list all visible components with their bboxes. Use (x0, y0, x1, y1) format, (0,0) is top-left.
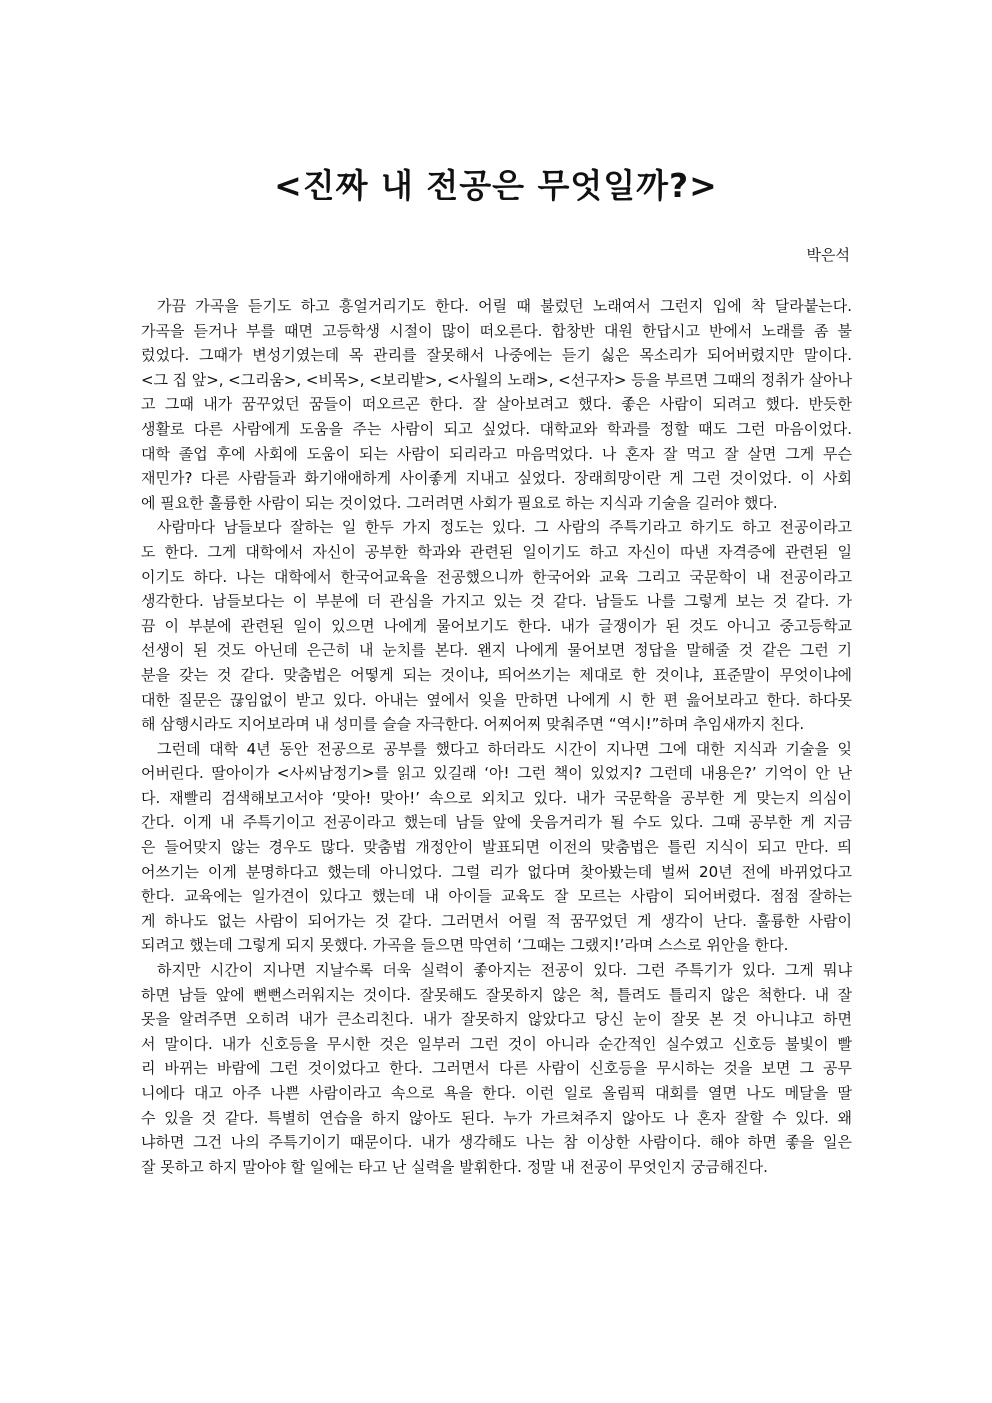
text-line: 한다. 교육에는 일가견이 있다고 했는데 내 아이들 교육도 잘 모르는 사람이 되어버렸다. 점점 잘하는 (141, 887, 852, 906)
author-name: 박은석 (806, 246, 850, 264)
text-line: 가곡을 듣거나 부를 때면 고등학생 시절이 많이 떠오른다. 합창반 대원 한답시고 반에서 노래를 좀 불 (141, 321, 852, 340)
text-line: 니에다 대고 아주 나쁜 사람이라고 속으로 욕을 한다. 이런 일로 올림픽 대회를 열면 나도 메달을 딸 (141, 1084, 852, 1102)
text-line: 사람마다 남들보다 잘하는 일 한두 가지 정도는 있다. 그 사람의 주특기라고 하기도 하고 전공이라고 (157, 518, 852, 537)
text-line: 냐하면 그건 나의 주특기이기 때문이다. 내가 생각해도 나는 참 이상한 사람이다. 해야 하면 좋을 일은 (141, 1133, 852, 1152)
text-line: 가끔 가곡을 듣기도 하고 흥얼거리기도 한다. 어릴 때 불렀던 노래여서 그런지 입에 착 달라붙는다. (157, 297, 852, 315)
text-line: 못을 알려주면 오히려 내가 큰소리친다. 내가 잘못하지 않았다고 당신 눈이 잘못 본 것 아니냐고 하면 (141, 1010, 852, 1029)
document-title: <진짜 내 전공은 무엇일까?> (274, 166, 718, 205)
text-line: 간다. 이게 내 주특기이고 전공이라고 했는데 남들 앞에 웃음거리가 될 수도 있다. 그때 공부한 게 지금 (141, 813, 852, 832)
text-line: 하면 남들 앞에 뻔뻔스러워지는 것이다. 잘못해도 잘못하지 않은 척, 틀려도 틀리지 않은 척한다. 내 잘 (141, 985, 852, 1004)
text-line: 이기도 하다. 나는 대학에서 한국어교육을 전공했으니까 한국어와 교육 그리고 국문학이 내 전공이라고 (141, 567, 852, 586)
paragraph (141, 294, 852, 515)
text-line: 하지만 시간이 지나면 지날수록 더욱 실력이 좋아지는 전공이 있다. 그런 주특기가 있다. 그게 뭐냐 (157, 961, 852, 980)
text-line: 고 그때 내가 꿈꾸었던 꿈들이 떠오르곤 한다. 잘 살아보려고 했다. 좋은 사람이 되려고 했다. 반듯한 (141, 395, 852, 414)
text-line: 수 있을 것 같다. 특별히 연습을 하지 않아도 된다. 누가 가르쳐주지 않아도 나 혼자 잘할 수 있다. 왜 (141, 1108, 852, 1127)
text-line: 생활로 다른 사람에게 도움을 주는 사람이 되고 싶었다. 대학교와 학과를 정할 때도 그런 마음이었다. (141, 419, 852, 438)
text-line: 되려고 했는데 그렇게 되지 못했다. 가곡을 들으면 막연히 ‘그때는 그랬지!’라며 스스로 위안을 한다. (141, 936, 789, 955)
essay-body (141, 294, 852, 1179)
paragraph (141, 958, 852, 1179)
text-line: <그 집 앞>, <그리움>, <비목>, <보리밭>, <사월의 노래>, <선구자> 등을 부르면 그때의 정취가 살아나 (141, 370, 852, 389)
text-line: 대학 졸업 후에 사회에 도움이 되는 사람이 되리라고 마음먹었다. 나 혼자 잘 먹고 잘 살면 그게 무슨 (141, 444, 852, 463)
text-line: 선생이 된 것도 아닌데 은근히 내 눈치를 본다. 왠지 나에게 물어보면 정답을 말해줄 것 같은 그런 기 (141, 641, 852, 660)
text-line: 렀었다. 그때가 변성기였는데 목 관리를 잘못해서 나중에는 듣기 싫은 목소리가 되어버렸지만 말이다. (141, 346, 852, 365)
text-line: 대한 질문은 끊임없이 받고 있다. 아내는 옆에서 잊을 만하면 나에게 시 한 편 읊어보라고 한다. 하다못 (141, 690, 852, 709)
text-line: 잘 못하고 하지 말아야 할 일에는 타고 난 실력을 발휘한다. 정말 내 전공이 무엇인지 궁금해진다. (141, 1157, 768, 1176)
text-line: 생각한다. 남들보다는 이 부분에 더 관심을 가지고 있는 것 같다. 남들도 나를 그렇게 보는 것 같다. 가 (141, 592, 852, 611)
text-line: 리 바뀌는 바람에 그런 것이었다고 한다. 그러면서 다른 사람이 신호등을 무시하는 것을 보면 그 공무 (141, 1059, 852, 1078)
text-line: 다. 재빨리 검색해보고서야 ‘맞아! 맞아!’ 속으로 외치고 있다. 내가 국문학을 공부한 게 맞는지 의심이 (141, 788, 852, 807)
text-line: 에 필요한 훌륭한 사람이 되는 것이었다. 그러려면 사회가 필요로 하는 지식과 기술을 길러야 했다. (141, 493, 778, 512)
text-line: 분을 갖는 것 같다. 맞춤법은 어떻게 되는 것이냐, 띄어쓰기는 제대로 한 것이냐, 표준말이 무엇이냐에 (141, 665, 852, 684)
paragraph (141, 515, 852, 736)
text-line: 서 말이다. 내가 신호등을 무시한 것은 일부러 그런 것이 아니라 순간적인 실수였고 신호등 불빛이 빨 (141, 1034, 852, 1053)
text-line: 어쓰기는 이게 분명하다고 했는데 아니었다. 그럴 리가 없다며 찾아봤는데 벌써 20년 전에 바뀌었다고 (141, 862, 852, 881)
text-line: 어버린다. 딸아이가 <사씨남정기>를 읽고 있길래 ‘아! 그런 책이 있었지? 그런데 내용은?’ 기억이 안 난 (141, 764, 852, 783)
text-line: 그런데 대학 4년 동안 전공으로 공부를 했다고 하더라도 시간이 지나면 그에 대한 지식과 기술을 잊 (157, 739, 852, 758)
text-line: 끔 이 부분에 관련된 일이 있으면 나에게 물어보기도 한다. 내가 글쟁이가 된 것도 아니고 중고등학교 (141, 616, 852, 635)
paragraph (141, 737, 852, 958)
text-line: 게 하나도 없는 사람이 되어가는 것 같다. 그러면서 어릴 적 꿈꾸었던 게 생각이 난다. 훌륭한 사람이 (141, 911, 852, 930)
text-line: 은 들어맞지 않는 경우도 많다. 맞춤법 개정안이 발표되면 이전의 맞춤법은 틀린 지식이 되고 만다. 띄 (141, 838, 852, 857)
text-line: 재민가? 다른 사람들과 화기애애하게 사이좋게 지내고 싶었다. 장래희망이란 게 그런 것이었다. 이 사회 (141, 469, 852, 488)
text-line: 도 한다. 그게 대학에서 자신이 공부한 학과와 관련된 일이기도 하고 자신이 따낸 자격증에 관련된 일 (141, 542, 852, 561)
text-line: 해 삼행시라도 지어보라며 내 성미를 슬슬 자극한다. 어찌어찌 맞춰주면 “역시!”하며 추임새까지 친다. (141, 715, 805, 734)
